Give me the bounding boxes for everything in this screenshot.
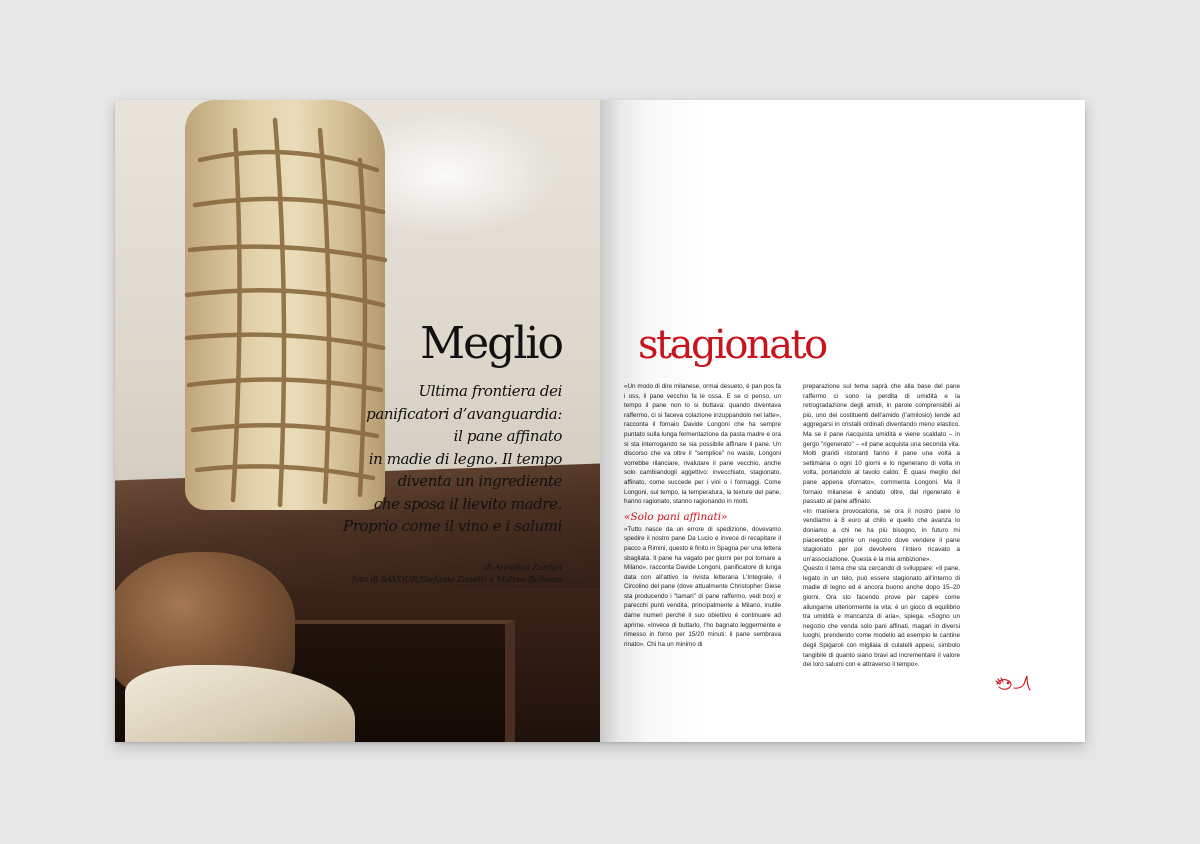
deck-line: il pane affinato <box>453 427 562 445</box>
section-subhead: «Solo pani affinati» <box>624 510 728 523</box>
deck-line: Proprio come il vino e i salumi <box>343 517 562 535</box>
magazine-spread <box>115 100 1085 742</box>
text-column-2 <box>803 382 960 670</box>
body-paragraph: Questo il tema che sta cercando di sviluppare: «Il pane, legato in un telo, può essere stagionato all’interno di madie di legno ed è ancora buono anche dopo 15–20 giorni. Ora sto facendo prove per capire come allungarne ulteriormente la vita: è un gioco di equilibrio tra umidità e mancanza di aria», spiega. «Sogno un negozio che venda solo pani affinati, magari in diversi luoghi, prendendo come modello ad esempio le cantine degli Spigaroli con migliaia di culatelli appesi, simbolo tangibile di quanto siano bravi ad incrementare il valore dei loro salumi con e attraverso il tempo». <box>803 565 960 669</box>
deck-line: diventa un ingrediente <box>397 472 562 490</box>
body-paragraph: «Tutto nasce da un errore di spedizione, dovevamo spedire il nostro pane Da Lucio e invece di recapitare il pacco a Rimini, questo è finito in Spagna per una lettera sbagliata. Il pane ha vagato per giorni per poi tornare a Milano», racconta Davide Longoni, panificatore di lunga data con all’attivo la rivista letteraria L’Integrale, il Circolino del pane (dove attualmente Christopher Giese sta producendo i "tamari" di pane raffermo, vedi box) e parecchi punti vendita, principalmente a Milano, inutile darne numeri perché il suo obiettivo è continuare ad aprirne. «Invece di buttarlo, l’ho bagnato leggermente e rimesso in forno per 15/20 minuti: il pane sembrava rinato». Chi ha un minimo di <box>624 525 781 648</box>
photo-credit: foto di SAVOUR/Stefania Zanetti e Matteo Bellomo <box>351 575 562 585</box>
deck-subtitle <box>322 380 562 538</box>
headline-right: stagionato <box>638 322 826 368</box>
shrimp-logo-icon <box>994 672 1034 694</box>
headline-left: Meglio <box>420 318 562 369</box>
deck-line: panificatori d’avanguardia: <box>366 404 562 423</box>
body-paragraph: «In maniera provocatoria, se ora il nostro pane lo vendiamo a 8 euro al chilo e quello che avanza lo doniamo a chi ne ha più bisogno, in futuro mi piacerebbe aprire un negozio dove vendere il pane stagionato per poi devolvere l’intero ricavato a un’associazione. Questa è la mia ambizione». <box>803 507 960 563</box>
deck-line: che sposa il lievito madre. <box>373 494 562 513</box>
deck-line: in madie di legno. Il tempo <box>368 449 562 468</box>
body-paragraph: «Un modo di dire milanese, ormai desueto, è pan pos fa i oss, il pane vecchio fa le ossa. E se ci penso, un tempo il pane non lo si buttava: quando diventava raffermo, ci si faceva colazione inzuppandolo nel latte», racconta il fornaio Davide Longoni che ha sempre puntato sulla lunga fermentazione da pasta madre e ora si sta interrogando se sia possibile affinare il pane. Un discorso che va oltre il "semplice" no waste, Longoni vorrebbe rilanciare, rivalutare il pane vecchio, anche solo cambiandogli aggettivo: invecchiato, stagionato, affinato, come succede per i vini o i formaggi. Come Longoni, sul tempo, la temperatura, la texture del pane, hanno ragionato, stanno ragionando in molti. <box>624 383 781 506</box>
left-page-photo <box>115 100 600 742</box>
text-column-1 <box>624 382 781 649</box>
body-paragraph: preparazione sul tema saprà che alla base del pane raffermo ci sono la perdita di umidità e la retrogradazione degli amidi, in parole comprensibili ai più, uno dei costituenti dell’amido (l’amilosio) tende ad aggregarsi in cristalli ordinati diventando meno elastico. Ma se il pane riacquista umidità e viene scaldato – in gergo "rigenerato" – «il pane acquista una seconda vita. Molti grandi ristoranti fanno il pane una volta a settimana o ogni 10 giorni e lo rigenerano di volta in volta, portandolo al tavolo caldo. È quasi meglio del pane appena sfornato», commenta Longoni. Ma il fornaio milanese è andato oltre, dal rigenerato è passato al pane affinato. <box>803 383 960 506</box>
byline: di Annalisa Zordan <box>483 563 562 573</box>
right-page-text <box>600 100 1085 742</box>
deck-line: Ultima frontiera dei <box>418 382 562 400</box>
